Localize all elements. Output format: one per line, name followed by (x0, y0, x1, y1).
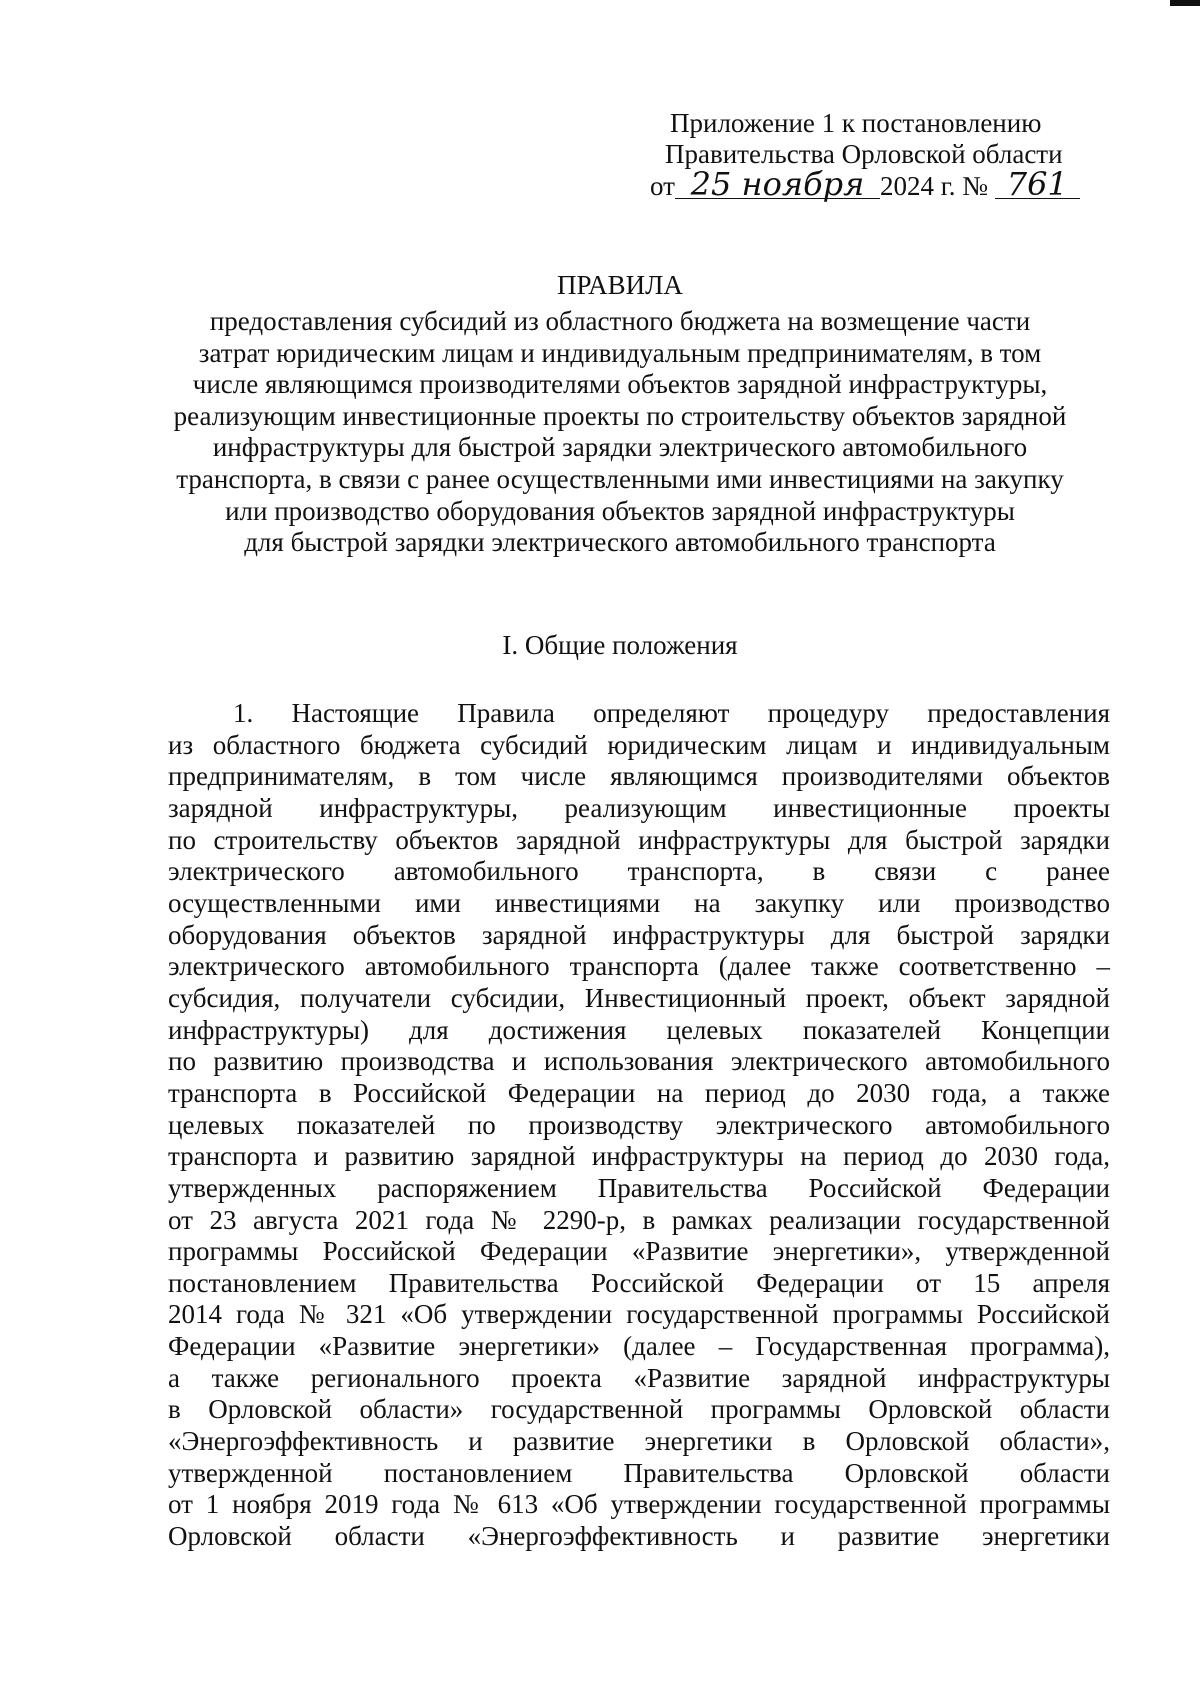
appendix-line-3 (640, 165, 1100, 203)
subtitle-line: или производство оборудования объектов зарядной инфраструктуры (225, 495, 1015, 526)
document-title: ПРАВИЛА (557, 270, 683, 300)
paragraph-line: Федерации «Развитие энергетики» (далее – Государственная программа), (168, 1331, 1110, 1362)
paragraph-line: осуществленными ими инвестициями на закупку или производство (168, 887, 1110, 918)
paragraph-line: 2014 года № 321 «Об утверждении государственной программы Российской (168, 1299, 1110, 1330)
document-subtitle (120, 306, 1120, 559)
paragraph-line: транспорта и развитию зарядной инфраструктуры на период до 2030 года, (168, 1141, 1110, 1172)
subtitle-line: числе являющимся производителями объектов зарядной инфраструктуры, (192, 369, 1048, 400)
subtitle-line: предоставления субсидий из областного бюджета на возмещение части (209, 306, 1031, 336)
section-heading: I. Общие положения (502, 630, 738, 660)
paragraph-line: постановлением Правительства Российской Федерации от 15 апреля (168, 1267, 1110, 1298)
paragraph-line: оборудования объектов зарядной инфраструктуры для быстрой зарядки (168, 919, 1110, 950)
paragraph-line: утвержденной постановлением Правительства Орловской области (168, 1457, 1110, 1488)
subtitle-line: транспорта, в связи с ранее осуществленными ими инвестициями на закупку (176, 463, 1064, 494)
subtitle-line: реализующим инвестиционные проекты по строительству объектов зарядной (173, 400, 1067, 431)
paragraph-line: по развитию производства и использования электрического автомобильного (168, 1046, 1110, 1077)
paragraph-line: 1. Настоящие Правила определяют процедуру предоставления (233, 698, 1110, 728)
paragraph-line: зарядной инфраструктуры, реализующим инвестиционные проекты (168, 792, 1110, 823)
scan-edge-mark (1170, 0, 1200, 6)
paragraph-line: транспорта в Российской Федерации на период до 2030 года, а также (168, 1077, 1110, 1108)
paragraph-line: субсидия, получатели субсидии, Инвестиционный проект, объект зарядной (168, 982, 1110, 1013)
appendix-line-1: Приложение 1 к постановлению (670, 108, 1042, 138)
paragraph-line: предпринимателям, в том числе являющимся производителями объектов (168, 761, 1110, 792)
paragraph-line: электрического автомобильного транспорта, в связи с ранее (168, 856, 1110, 887)
paragraph-line: программы Российской Федерации «Развитие энергетики», утвержденной (168, 1236, 1110, 1267)
subtitle-line: для быстрой зарядки электрического автомобильного транспорта (244, 527, 996, 558)
handwritten-number: 761 (995, 170, 1080, 199)
paragraph-line: в Орловской области» государственной программы Орловской области (168, 1394, 1110, 1425)
appendix-header (640, 108, 1100, 202)
handwritten-date: 25 ноября (675, 170, 880, 199)
paragraph-line: а также регионального проекта «Развитие зарядной инфраструктуры (168, 1362, 1110, 1393)
paragraph-line: из областного бюджета субсидий юридическим лицам и индивидуальным (168, 729, 1110, 760)
paragraph-1 (168, 698, 1110, 1553)
subtitle-line: затрат юридическим лицам и индивидуальным предпринимателям, в том (198, 337, 1042, 368)
paragraph-line: по строительству объектов зарядной инфраструктуры для быстрой зарядки (168, 824, 1110, 855)
subtitle-line: инфраструктуры для быстрой зарядки электрического автомобильного (212, 432, 1028, 463)
year-and-number-label: 2024 г. № (879, 171, 988, 201)
paragraph-line: целевых показателей по производству электрического автомобильного (168, 1109, 1110, 1140)
paragraph-line: от 23 августа 2021 года № 2290-р, в рамках реализации государственной (168, 1204, 1110, 1235)
paragraph-line: электрического автомобильного транспорта (далее также соответственно – (168, 951, 1110, 982)
date-prefix: от (650, 171, 675, 201)
appendix-line-2: Правительства Орловской области (665, 139, 1063, 169)
paragraph-line: утвержденных распоряжением Правительства Российской Федерации (168, 1172, 1110, 1203)
paragraph-line: Орловской области «Энергоэффективность и развитие энергетики (168, 1521, 1110, 1552)
paragraph-line: от 1 ноября 2019 года № 613 «Об утверждении государственной программы (168, 1489, 1110, 1520)
paragraph-line: инфраструктуры) для достижения целевых показателей Концепции (168, 1014, 1110, 1045)
paragraph-line: «Энергоэффективность и развитие энергетики в Орловской области», (168, 1426, 1110, 1457)
